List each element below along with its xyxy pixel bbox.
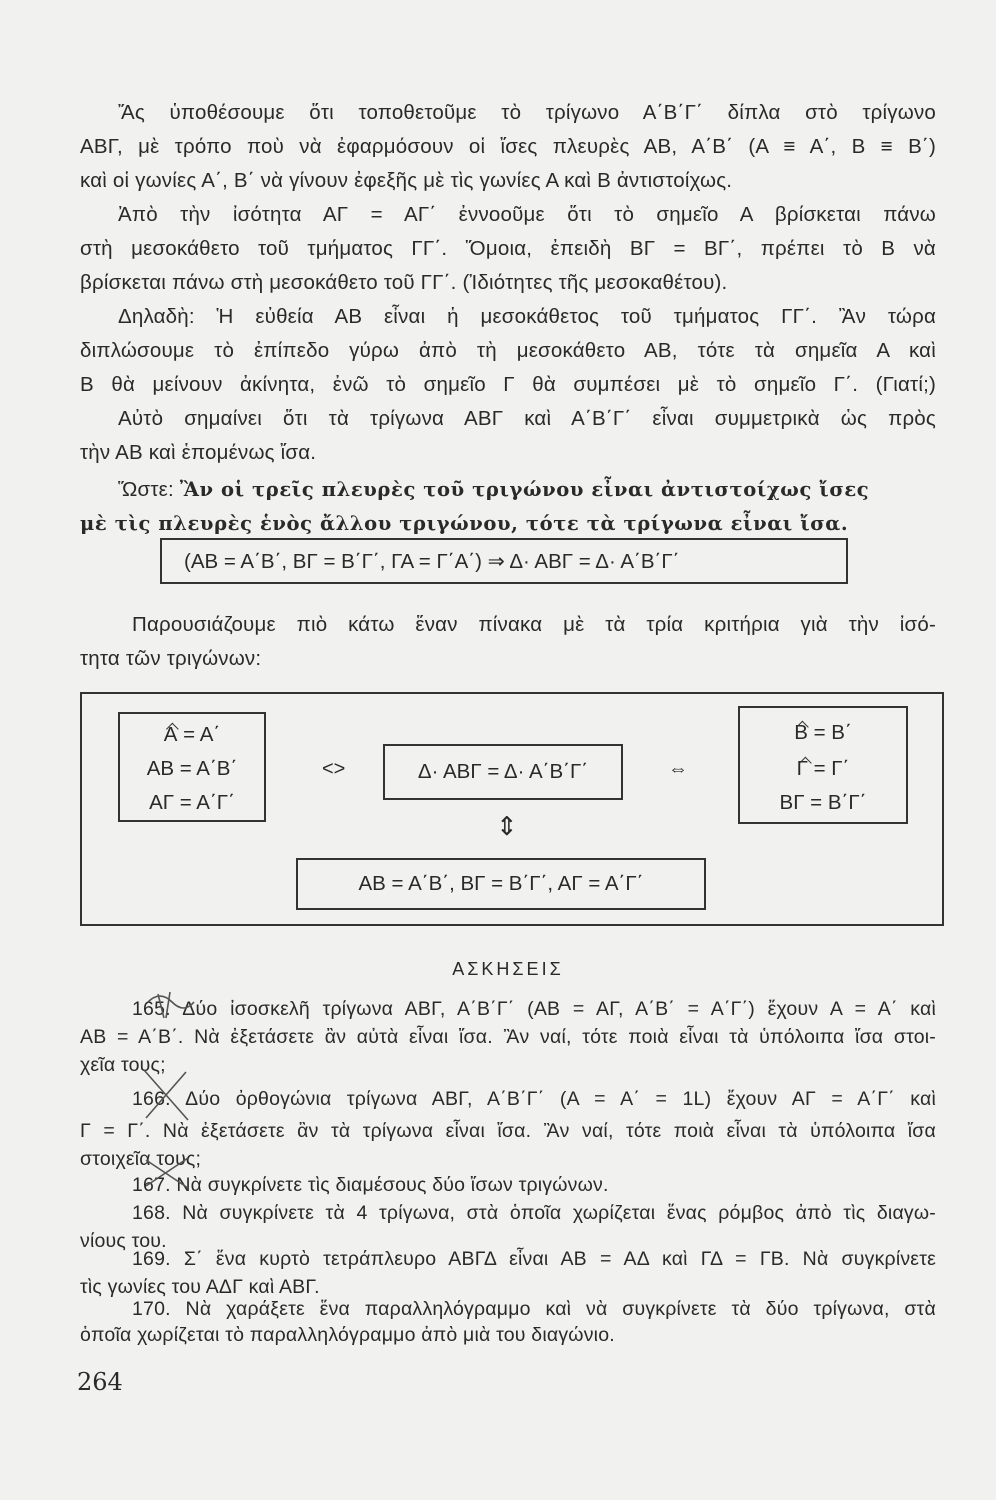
theorem-text: Ἂν οἱ τρεῖς πλευρὲς τοῦ τριγώνου εἶναι ἀντιστοίχως ἴσες — [179, 478, 870, 501]
text-line: καὶ οἱ γωνίες Α΄, Β΄ νὰ γίνουν ἐφεξῆς μὲ τὶς γωνίες Α καὶ Β ἀντιστοίχως. — [80, 169, 733, 192]
criterion-side-line: ΑΒ = Α΄Β΄ — [146, 757, 238, 780]
criterion-sss-text: ΑΒ = Α΄Β΄, ΒΓ = Β΄Γ΄, ΑΓ = Α΄Γ΄ — [358, 872, 644, 895]
text-line: ΑΒΓ, μὲ τρόπο ποὺ νὰ ἐφαρμόσουν οἱ ἴσες πλευρὲς ΑΒ, Α΄Β΄ (Α ≡ Α΄, Β ≡ Β΄) — [80, 135, 936, 158]
exercise-line: Γ = Γ΄. Νὰ ἐξετάσετε ἂν τὰ τρίγωνα εἶναι ἴσα. Ἂν ναί, τότε ποιὰ εἶναι τὰ ὑπόλοιπα ἴσα — [80, 1120, 936, 1142]
text-line: Παρουσιάζουμε πιὸ κάτω ἕναν πίνακα μὲ τὰ τρία κριτήρια γιὰ τὴν ἰσό- — [132, 613, 936, 636]
exercise-line: στοιχεῖα τους; — [80, 1148, 202, 1170]
criterion-side-line: ΑΓ = Α΄Γ΄ — [149, 791, 235, 814]
criterion-side-line: ΒΓ = Β΄Γ΄ — [779, 791, 867, 814]
criterion-angle-rest: = Α΄ — [183, 723, 221, 746]
text-line: διπλώσουμε τὸ ἐπίπεδο γύρω ἀπὸ τὴ μεσοκάθετο ΑΒ, τότε τὰ σημεῖα Α καὶ — [80, 339, 936, 362]
angle-hat-icon: Γ — [796, 757, 808, 780]
triangles-equal-text: Δ· ΑΒΓ = Δ· Α΄Β΄Γ΄ — [417, 760, 589, 783]
exercise-line: χεῖα τους; — [80, 1054, 166, 1076]
criterion-angle-line — [120, 722, 264, 748]
text-line: Β θὰ μείνουν ἀκίνητα, ἐνῶ τὸ σημεῖο Γ θὰ συμπέσει μὲ τὸ σημεῖο Γ΄. (Γιατί;) — [80, 373, 936, 396]
theorem-text: μὲ τὶς πλευρὲς ἑνὸς ἄλλου τριγώνου, τότε τὰ τρίγωνα εἶναι ἴσα. — [80, 512, 849, 535]
handwritten-marks — [140, 990, 200, 1190]
theorem-line — [118, 477, 936, 503]
exercises-title: ΑΣΚΗΣΕΙΣ — [452, 959, 564, 979]
exercise-line: 168. Νὰ συγκρίνετε τὰ 4 τρίγωνα, στὰ ὁποῖα χωρίζεται ἕνας ρόμβος ἀπὸ τὶς διαγω- — [132, 1202, 936, 1224]
text-line: βρίσκεται πάνω στὴ μεσοκάθετο τοῦ ΓΓ΄. (Ἰδιότητες τῆς μεσοκαθέτου). — [80, 271, 728, 294]
exercise-line: 166. Δύο ὀρθογώνια τρίγωνα ΑΒΓ, Α΄Β΄Γ΄ (Α = Α΄ = 1L) ἔχουν ΑΓ = Α΄Γ΄ καὶ — [132, 1088, 936, 1110]
exercise-line: ΑΒ = Α΄Β΄. Νὰ ἐξετάσετε ἂν αὐτὰ εἶναι ἴσα. Ἂν ναί, τότε ποιὰ εἶναι τὰ ὑπόλοιπα ἴσα στοι- — [80, 1026, 936, 1048]
criterion-angle-line — [740, 756, 906, 782]
criterion-angle-rest: = Γ΄ — [813, 757, 850, 780]
exercise-line: νίους του. — [80, 1230, 167, 1252]
angle-hat-icon: Α — [163, 723, 178, 746]
equivalence-arrow-icon: ⇔ — [668, 758, 688, 780]
exercise-line: τὶς γωνίες του ΑΔΓ καὶ ΑΒΓ. — [80, 1276, 320, 1298]
text-line: στὴ μεσοκάθετο τοῦ τμήματος ΓΓ΄. Ὅμοια, ἐπειδὴ ΒΓ = ΒΓ΄, πρέπει τὸ Β νὰ — [80, 237, 936, 260]
exercise-line: ὁποῖα χωρίζεται τὸ παραλληλόγραμμο ἀπὸ μιὰ του διαγώνιο. — [80, 1324, 615, 1346]
criterion-asa-box — [738, 706, 908, 824]
exercise-line: 170. Νὰ χαράξετε ἕνα παραλληλόγραμμο καὶ νὰ συγκρίνετε τὰ δύο τρίγωνα, στὰ — [132, 1298, 936, 1320]
text-line: τητα τῶν τριγώνων: — [80, 647, 262, 670]
formula-box — [160, 538, 848, 584]
page-number: 264 — [77, 1368, 123, 1396]
formula-text: (ΑΒ = Α΄Β΄, ΒΓ = Β΄Γ΄, ΓΑ = Γ΄Α΄) ⇒ Δ· ΑΒΓ = Δ· Α΄Β΄Γ΄ — [184, 550, 680, 573]
criterion-sas-box — [118, 712, 266, 822]
text-line: Ἄς ὑποθέσουμε ὅτι τοποθετοῦμε τὸ τρίγωνο Α΄Β΄Γ΄ δίπλα στὸ τρίγωνο — [118, 101, 936, 124]
theorem-prefix: Ὥστε: — [118, 478, 174, 501]
equivalence-arrow-icon: <> — [322, 758, 346, 780]
criterion-sss-box — [296, 858, 706, 910]
triangles-equal-box — [383, 744, 623, 800]
exercise-line: 169. Σ΄ ἕνα κυρτὸ τετράπλευρο ΑΒΓΔ εἶναι ΑΒ = ΑΔ καὶ ΓΔ = ΓΒ. Νὰ συγκρίνετε — [132, 1248, 936, 1270]
text-line: Δηλαδὴ: Ἡ εὐθεία ΑΒ εἶναι ἡ μεσοκάθετος τοῦ τμήματος ΓΓ΄. Ἂν τώρα — [118, 305, 936, 328]
exercise-line: 167. Νὰ συγκρίνετε τὶς διαμέσους δύο ἴσων τριγώνων. — [132, 1174, 609, 1196]
vertical-arrow-icon: ⇕ — [496, 811, 518, 841]
angle-hat-icon: Β — [794, 721, 808, 744]
text-line: Αὐτὸ σημαίνει ὅτι τὰ τρίγωνα ΑΒΓ καὶ Α΄Β΄Γ΄ εἶναι συμμετρικὰ ὡς πρὸς — [118, 407, 936, 430]
text-line: τὴν ΑΒ καὶ ἑπομένως ἴσα. — [80, 441, 317, 464]
criterion-angle-rest: = Β΄ — [813, 721, 852, 744]
text-line: Ἀπὸ τὴν ἰσότητα ΑΓ = ΑΓ΄ ἐννοοῦμε ὅτι τὸ σημεῖο Α βρίσκεται πάνω — [118, 203, 936, 226]
criterion-angle-line — [740, 720, 906, 746]
exercise-line: 165. Δύο ἰσοσκελῆ τρίγωνα ΑΒΓ, Α΄Β΄Γ΄ (ΑΒ = ΑΓ, Α΄Β΄ = Α΄Γ΄) ἔχουν Α = Α΄ καὶ — [132, 998, 936, 1020]
